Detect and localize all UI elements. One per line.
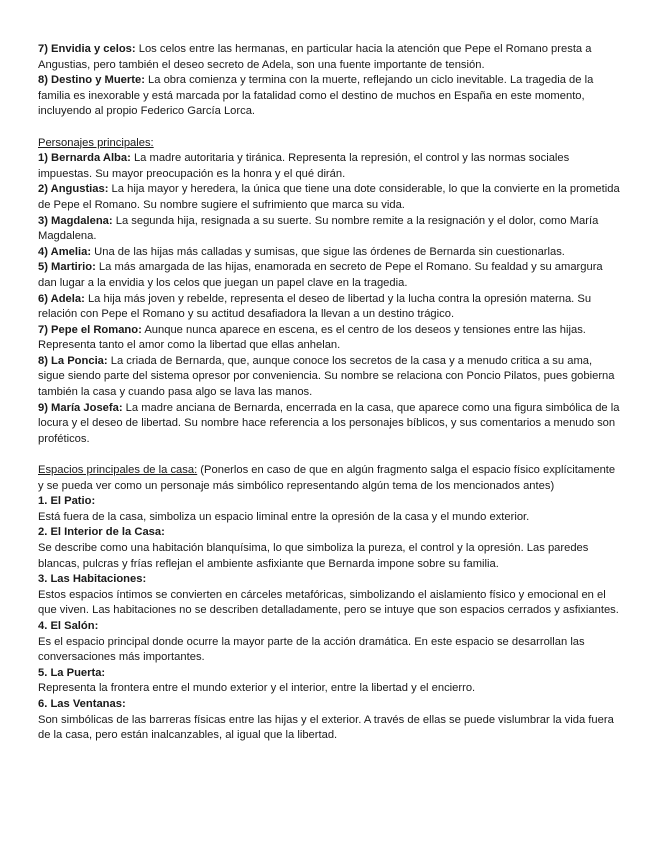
spaces-title: Espacios principales de la casa: [38, 464, 198, 477]
character-item [38, 323, 620, 354]
space-text: Se describe como una habitación blanquísima, lo que simboliza la pureza, el control y la opresión. Las paredes blancas, pulcras y frías reflejan el ambiente asfixiante que Bernarda impone sobre su familia. [38, 542, 589, 570]
space-label-line [38, 619, 620, 635]
characters-heading [38, 136, 620, 152]
space-label-line [38, 572, 620, 588]
space-label-line [38, 666, 620, 682]
character-text: La hija más joven y rebelde, representa el deseo de libertad y la lucha contra la opresión materna. Su relación con Pepe el Romano y su actitud desafiadora la llevan a un destino trágico. [38, 292, 592, 321]
spacer [38, 447, 620, 463]
space-label: 2. El Interior de la Casa: [38, 526, 165, 539]
character-text: La criada de Bernarda, que, aunque conoce los secretos de la casa y a menudo critica a su ama, sigue siendo parte del sistema opresor por conveniencia. Su nombre se relaciona con Poncio Pilatos, pues gobierna también la casa y cuando pasa algo se lava las manos. [38, 354, 615, 399]
character-text: La segunda hija, resignada a su suerte. Su nombre remite a la resignación y el dolor, como María Magdalena. [38, 214, 599, 243]
space-label: 1. El Patio: [38, 495, 96, 508]
character-text: La madre anciana de Bernarda, encerrada en la casa, que aparece como una figura simbólica de la locura y el deseo de libertad. Su nombre hace referencia a los personajes bíblicos, y sus comentarios a menudo son proféticos. [38, 401, 620, 445]
character-text: La madre autoritaria y tiránica. Representa la represión, el control y las normas sociales impuestas. Su mayor preocupación es la honra y el qué dirán. [38, 152, 570, 180]
theme-item [38, 42, 620, 73]
space-text: Es el espacio principal donde ocurre la mayor parte de la acción dramática. En este espacio se desarrollan las conversaciones más importantes. [38, 635, 585, 664]
document-page [38, 42, 620, 744]
spacer [38, 120, 620, 136]
space-text: Está fuera de la casa, simboliza un espacio liminal entre la opresión de la casa y el mundo exterior. [38, 510, 530, 523]
character-item [38, 292, 620, 323]
space-label-line [38, 697, 620, 713]
character-text: La más amargada de las hijas, enamorada en secreto de Pepe el Romano. Su fealdad y su amargura dan lugar a la envidia y los celos que juegan un papel clave en la tragedia. [38, 261, 603, 289]
character-label: 8) La Poncia: [38, 354, 108, 367]
character-item [38, 151, 620, 182]
space-text: Estos espacios íntimos se convierten en cárceles metafóricas, simbolizando el aislamiento físico y emocional en el que viven. Las habitaciones no se describen detalladamente, pero se intuye que son espacios cerrados y asfixiantes. [38, 588, 619, 617]
character-label: 7) Pepe el Romano: [38, 323, 142, 336]
spaces-intro: (Ponerlos en caso de que en algún fragmento salga el espacio físico explícitamente y se pueda ver como un personaje más simbólico representando algún tema de los mencionados antes) [38, 464, 616, 492]
character-label: 3) Magdalena: [38, 214, 113, 227]
character-label: 2) Angustias: [38, 183, 109, 196]
character-label: 1) Bernarda Alba: [38, 152, 131, 165]
space-text: Son simbólicas de las barreras físicas entre las hijas y el exterior. A través de ellas se puede vislumbrar la vida fuera de la casa, pero están inalcanzables, al igual que la libertad. [38, 713, 614, 742]
space-label: 6. Las Ventanas: [38, 697, 126, 710]
theme-label: 7) Envidia y celos: [38, 43, 136, 55]
theme-item [38, 73, 620, 120]
character-text: La hija mayor y heredera, la única que tiene una dote considerable, lo que la convierte en la prometida de Pepe el Romano. Su nombre sugiere el sufrimiento que marca su vida. [38, 183, 620, 211]
theme-text: La obra comienza y termina con la muerte, reflejando un ciclo inevitable. La tragedia de la familia es inexorable y está marcada por la fatalidad como el destino de muchos en España en este momento, incluyendo al propio Federico García Lorca. [38, 74, 594, 118]
character-label: 4) Amelia: [38, 245, 92, 258]
character-label: 9) María Josefa: [38, 401, 123, 414]
character-item [38, 245, 620, 261]
theme-text: Los celos entre las hermanas, en particular hacia la atención que Pepe el Romano presta a Angustias, pero también el deseo secreto de Adela, son una fuente importante de tensión. [38, 43, 592, 71]
space-label: 3. Las Habitaciones: [38, 573, 147, 586]
space-label: 5. La Puerta: [38, 666, 106, 679]
character-item [38, 260, 620, 291]
character-label: 6) Adela: [38, 292, 85, 305]
character-item [38, 214, 620, 245]
space-label-line [38, 525, 620, 541]
space-label: 4. El Salón: [38, 619, 99, 632]
character-text: Aunque nunca aparece en escena, es el centro de los deseos y tensiones entre las hijas. Representa tanto el amor como la libertad que ellas anhelan. [38, 323, 586, 352]
character-label: 5) Martirio: [38, 261, 96, 274]
space-text: Representa la frontera entre el mundo exterior y el interior, entre la libertad y el encierro. [38, 682, 476, 695]
character-item [38, 354, 620, 401]
theme-label: 8) Destino y Muerte: [38, 74, 145, 87]
character-item [38, 401, 620, 448]
character-item [38, 182, 620, 213]
character-text: Una de las hijas más calladas y sumisas, que sigue las órdenes de Bernarda sin cuestionarlas. [91, 245, 565, 258]
space-label-line [38, 494, 620, 510]
spaces-heading [38, 463, 620, 494]
characters-title: Personajes principales: [38, 136, 154, 149]
